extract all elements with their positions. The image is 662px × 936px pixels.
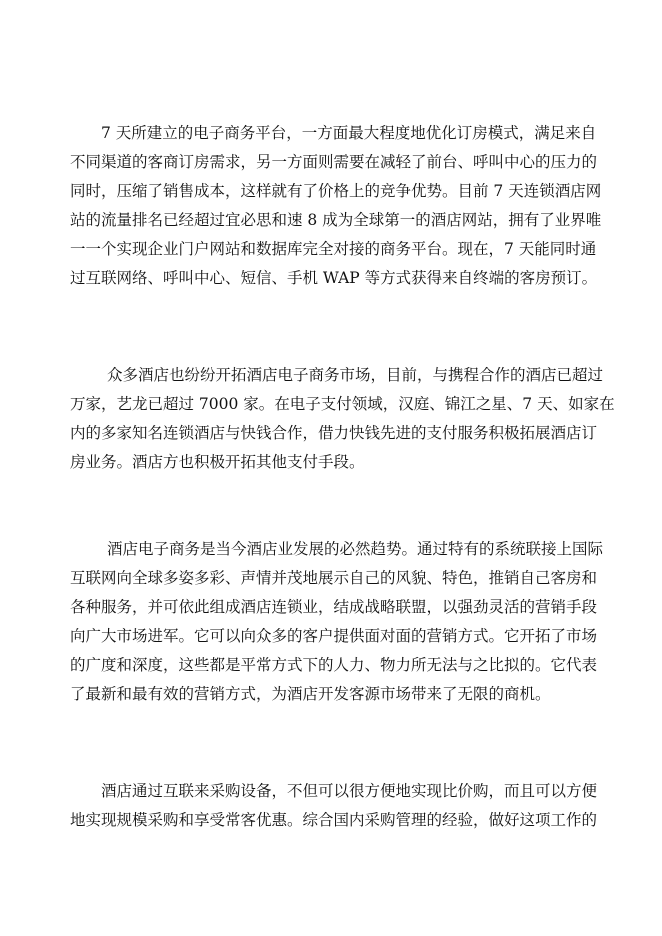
paragraph-line: 了最新和最有效的营销方式，为酒店开发客源市场带来了无限的商机。 xyxy=(70,685,551,703)
paragraph-1 xyxy=(70,119,610,293)
paragraph-line: 地实现规模采购和享受常客优惠。综合国内采购管理的经验，做好这项工作的 xyxy=(70,811,598,829)
paragraph-line: 向广大市场进军。它可以向众多的客户提供面对面的营销方式。它开拓了市场 xyxy=(70,627,598,645)
paragraph-line: 同时，压缩了销售成本，这样就有了价格上的竞争优势。目前 7 天连锁酒店网 xyxy=(70,182,602,200)
paragraph-line: 万家，艺龙已超过 7000 家。在电子支付领域，汉庭、锦江之星、7 天、如家在 xyxy=(70,395,615,413)
paragraph-line: 一一个实现企业门户网站和数据库完全对接的商务平台。现在，7 天能同时通 xyxy=(70,240,597,258)
paragraph-2 xyxy=(70,361,615,477)
paragraph-line: 7 天所建立的电子商务平台，一方面最大程度地优化订房模式，满足来自 xyxy=(101,124,597,142)
paragraph-line: 酒店电子商务是当今酒店业发展的必然趋势。通过特有的系统联接上国际 xyxy=(107,540,604,558)
paragraph-line: 不同渠道的客商订房需求，另一方面则需要在减轻了前台、呼叫中心的压力的 xyxy=(70,153,598,171)
paragraph-line: 内的多家知名连锁酒店与快钱合作，借力快钱先进的支付服务积极拓展酒店订 xyxy=(70,424,598,442)
paragraph-line: 的广度和深度，这些都是平常方式下的人力、物力所无法与之比拟的。它代表 xyxy=(70,656,598,674)
paragraph-line: 房业务。酒店方也积极开拓其他支付手段。 xyxy=(70,453,365,471)
paragraph-line: 站的流量排名已经超过宜必思和速 8 成为全球第一的酒店网站，拥有了业界唯 xyxy=(70,211,602,229)
paragraph-line: 众多酒店也纷纷开拓酒店电子商务市场，目前，与携程合作的酒店已超过 xyxy=(107,366,604,384)
paragraph-line: 酒店通过互联来采购设备，不但可以很方便地实现比价购，而且可以方便 xyxy=(101,782,598,800)
paragraph-4 xyxy=(70,777,610,835)
paragraph-line: 过互联网络、呼叫中心、短信、手机 WAP 等方式获得来自终端的客房预订。 xyxy=(70,269,598,287)
paragraph-line: 各种服务，并可依此组成酒店连锁业，结成战略联盟，以强劲灵活的营销手段 xyxy=(70,598,598,616)
paragraph-3 xyxy=(70,535,610,709)
paragraph-line: 互联网向全球多姿多彩、声情并茂地展示自己的风貌、特色，推销自己客房和 xyxy=(70,569,598,587)
